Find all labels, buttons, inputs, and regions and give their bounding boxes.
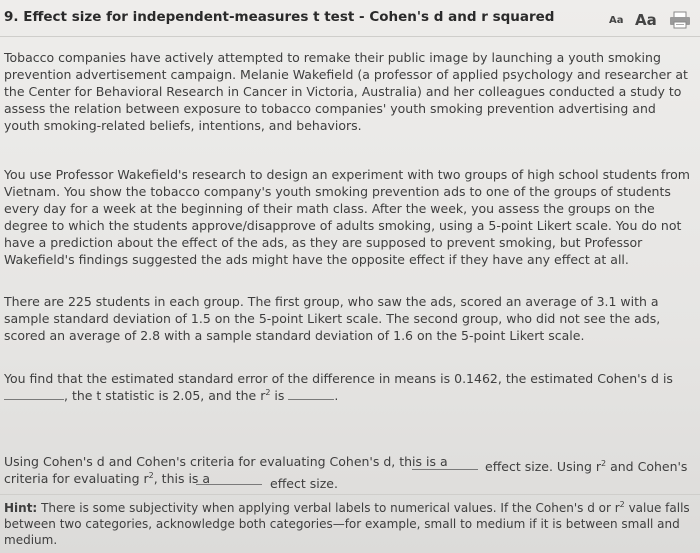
intro-text: Tobacco companies have actively attempted to remake their public image by launching a youth smoking prevention advertisement campaign. Melanie Wakefield (a professor of applied psychology and researcher at the Center for Behavioral Research in Cancer in Victoria, Australia) and her colleagues conducted a study to assess the relation between exposure to tobacco companies' youth smoking prevention advertising and youth smoking-related beliefs, intentions, and behaviors.: [4, 50, 688, 133]
criteria-line-1b-sup: 2: [601, 458, 607, 468]
criteria-line-2b-text: , this is a: [153, 471, 211, 486]
results-text-part2: , the t statistic is 2.05, and the r: [64, 388, 266, 403]
results-text-part3: is: [270, 388, 285, 403]
increase-font-button[interactable]: Aa: [635, 11, 657, 29]
criteria-line-1b-text: effect size. Using r: [485, 459, 602, 474]
criteria-line-2a-text: criteria for evaluating r: [4, 471, 149, 486]
criteria-line-1c-text: and Cohen's: [606, 459, 688, 474]
cohens-d-effect-size-blank[interactable]: [412, 457, 478, 470]
results-text-part4: .: [334, 388, 339, 403]
r-squared-answer-blank[interactable]: [288, 387, 334, 400]
results-text: [4, 370, 690, 404]
hint-superscript: 2: [619, 500, 625, 509]
r-squared-superscript: 2: [265, 387, 271, 397]
design-paragraph: [4, 166, 690, 268]
hint-body: There is some subjectivity when applying verbal labels to numerical values. If the Cohen's d or r: [41, 501, 620, 515]
header-divider: [0, 36, 700, 37]
r-squared-effect-size-blank[interactable]: [196, 472, 262, 485]
data-text: There are 225 students in each group. The first group, who saw the ads, scored an average of 3.1 with a sample standard deviation of 1.5 on the 5-point Likert scale. The second group, who did not see the ads, scored an average of 2.8 with a sample standard deviation of 1.6 on the 5-point Likert scale.: [4, 294, 661, 343]
decrease-font-button[interactable]: Aa: [609, 15, 624, 26]
cohens-d-answer-blank[interactable]: [4, 387, 64, 400]
print-icon[interactable]: [669, 11, 691, 29]
criteria-line-2a-sup: 2: [148, 470, 154, 480]
hint-box: [4, 500, 690, 548]
criteria-line-1b: [485, 459, 687, 474]
results-text-part1: You find that the estimated standard error of the difference in means is 0.1462, the estimated Cohen's d is: [4, 371, 673, 386]
hint-label: Hint:: [4, 501, 38, 515]
intro-paragraph: [4, 49, 690, 134]
question-title: 9. Effect size for independent-measures t test - Cohen's d and r squared: [4, 9, 555, 25]
criteria-line-2c: effect size.: [270, 476, 338, 491]
data-paragraph: [4, 293, 690, 344]
results-paragraph: [4, 370, 690, 404]
criteria-line-1a: Using Cohen's d and Cohen's criteria for evaluating Cohen's d, this is a: [4, 454, 448, 469]
design-text: You use Professor Wakefield's research to design an experiment with two groups of high school students from Vietnam. You show the tobacco company's youth smoking prevention ads to one of the groups of students every day for a week at the beginning of their math class. After the week, you assess the groups on the degree to which the students approve/disapprove of adults smoking, using a 5-point Likert scale. You do not have a prediction about the effect of the ads, as they are supposed to prevent smoking, but Professor Wakefield's findings suggested the ads might have the opposite effect if they have any effect at all.: [4, 167, 690, 267]
criteria-line-2a: [4, 471, 210, 486]
hint-text: [4, 500, 690, 548]
hint-divider: [0, 494, 700, 495]
hint-body-2: value falls between two categories, acknowledge both categories—for example, small to medium if it is between small and medium.: [4, 501, 690, 547]
